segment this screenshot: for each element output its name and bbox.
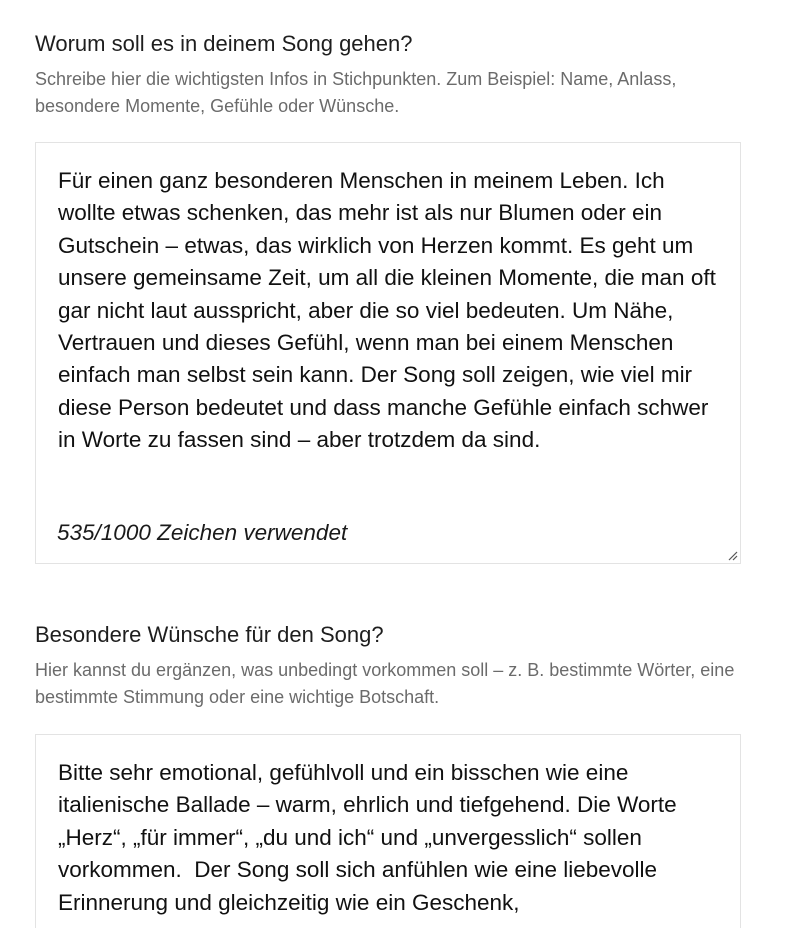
- song-wishes-text[interactable]: Bitte sehr emotional, gefühlvoll und ein bisschen wie eine italienische Ballade – warm, ehrlich und tiefgehend. Die Worte „Herz“, „für immer“, „du und ich“ und „unvergesslich“ sollen vorkommen. Der Song soll sich anfühlen wie eine liebevolle Erinnerung und gleichzeitig wie ein Geschenk,: [58, 760, 683, 915]
- resize-handle-icon[interactable]: [726, 549, 738, 561]
- song-topic-text[interactable]: Für einen ganz besonderen Menschen in meinem Leben. Ich wollte etwas schenken, das mehr ist als nur Blumen oder ein Gutschein – etwas, das wirklich von Herzen kommt. Es geht um unsere gemeinsame Zeit, um all die kleinen Momente, die man oft gar nicht laut ausspricht, aber die so viel bedeuten. Um Nähe, Vertrauen und dieses Gefühl, wenn man bei einem Menschen einfach man selbst sein kann. Der Song soll zeigen, wie viel mir diese Person bedeutet und dass manche Gefühle einfach schwer in Worte zu fassen sind – aber trotzdem da sind.: [58, 168, 723, 453]
- song-wishes-title: Besondere Wünsche für den Song?: [35, 622, 384, 647]
- song-topic-textarea[interactable]: [35, 142, 741, 564]
- song-topic-section: [35, 30, 741, 545]
- song-topic-help: Schreibe hier die wichtigsten Infos in Stichpunkten. Zum Beispiel: Name, Anlass, besondere Momente, Gefühle oder Wünsche.: [35, 69, 677, 116]
- song-topic-title: Worum soll es in deinem Song gehen?: [35, 31, 413, 56]
- song-wishes-help: Hier kannst du ergänzen, was unbedingt vorkommen soll – z. B. bestimmte Wörter, eine bestimmte Stimmung oder eine wichtige Botschaft.: [35, 660, 735, 707]
- song-wishes-textarea[interactable]: [35, 734, 741, 928]
- character-counter: 535/1000 Zeichen verwendet: [57, 520, 348, 545]
- song-wishes-section: [35, 621, 741, 915]
